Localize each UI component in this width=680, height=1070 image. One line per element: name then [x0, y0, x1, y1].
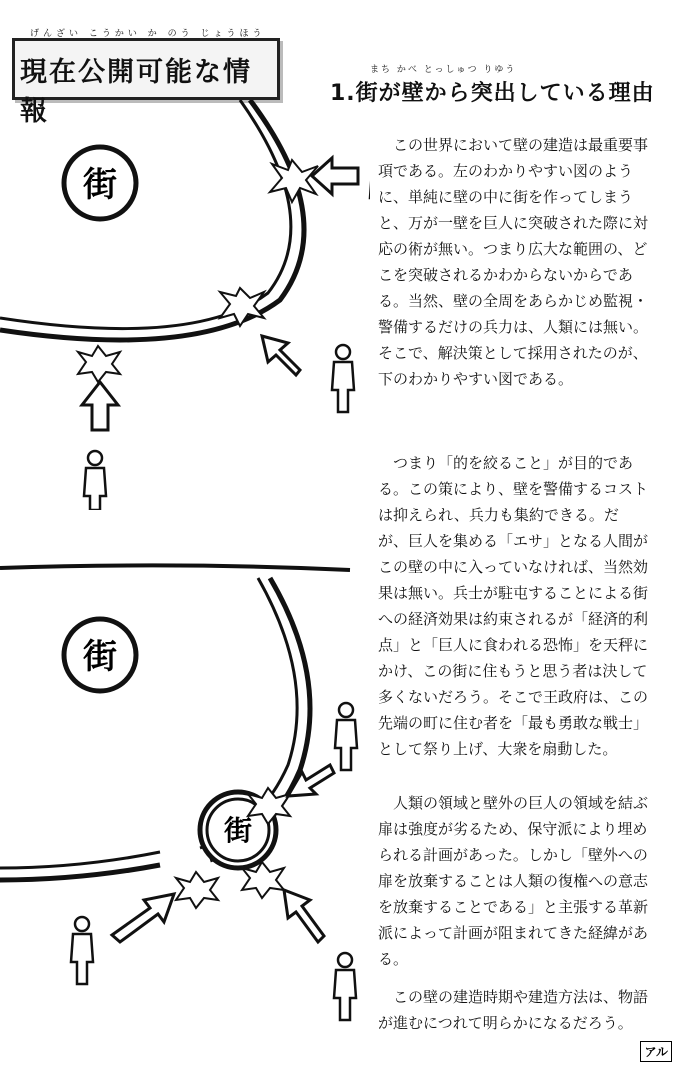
arrow-icon: [112, 894, 174, 942]
arrow-icon: [262, 336, 300, 375]
header-ruby: げんざい こうかい か のう じょうほう: [30, 29, 266, 39]
city-circle-top: [64, 147, 136, 219]
breach-star: [78, 346, 120, 382]
city-label-top: 街: [83, 165, 117, 205]
arrow-icon: [82, 382, 118, 430]
city-circle-main: [64, 619, 136, 691]
diagram-simple-wall: [0, 100, 370, 510]
section-title-ruby: まち かべ とっしゅつ りゆう: [370, 65, 517, 75]
watermark-logo: アル: [640, 1041, 672, 1062]
section-title: 1.街が壁から突出している理由: [330, 81, 655, 106]
titan-figure-icon: [332, 345, 354, 412]
paragraph-strategy: つまり「的を絞ること」が目的である。この策により、壁を警備するコストは抑えられ、兵力も集約できる。だが、巨人を集める「エサ」となる人間がこの壁の中に入っていなければ、当然効果は無い。兵士が駐屯することによる街への経済効果は約束されるが「経済的利点」と「巨人に食われる恐怖」を天秤にかけ、この街に住もうと思う者は決して多くないだろう。そこで王政府は、この先端の町に住む者を「最も勇敢な戦士」として祭り上げ、大衆を扇動した。: [378, 454, 649, 758]
paragraph-closing: この壁の建造時期や建造方法は、物語が進むにつれて明らかになるだろう。: [378, 988, 649, 1032]
titan-figure-icon: [334, 953, 356, 1020]
breach-star: [176, 872, 218, 908]
titan-figure-icon: [71, 917, 93, 984]
city-label-district: 街: [223, 814, 253, 847]
paragraph-intro: この世界において壁の建造は最重要事項である。左のわかりやすい図のように、単純に壁の中に街を作ってしまうと、万が一壁を巨人に突破された際に対応の術が無い。つまり広大な範囲の、どこを突破されるかわからないからである。当然、壁の全周をあらかじめ監視・警備するだけの兵力は、人類には無い。そこで、解決策として採用されたのが、下のわかりやすい図である。: [378, 136, 649, 388]
breach-star: [270, 160, 318, 202]
titan-figure-icon: [84, 451, 106, 510]
arrow-icon: [284, 890, 324, 942]
paragraph-gates: 人類の領域と壁外の巨人の領域を結ぶ扉は強度が劣るため、保守派により埋められる計画があった。しかし「壁外への扉を放棄することは人類の復権への意志を放棄することである」と主張する革新派によって計画が阻まれてきた経緯がある。: [378, 794, 649, 968]
breach-star: [220, 288, 264, 326]
diagram-protruding-city: [0, 560, 370, 1060]
arrow-icon: [312, 158, 358, 194]
titan-figure-icon: [335, 703, 357, 770]
header-title: 現在公開可能な情報: [20, 57, 252, 127]
city-label-main: 街: [83, 637, 117, 677]
